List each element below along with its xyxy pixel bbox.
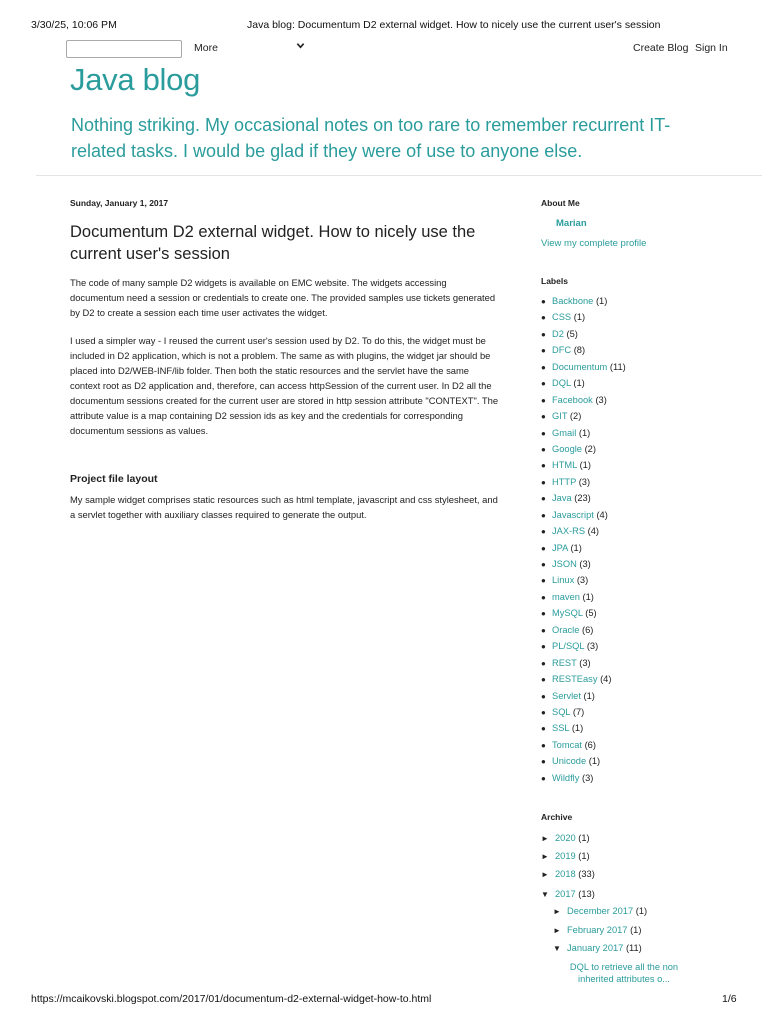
label-item bbox=[541, 392, 761, 408]
label-count: (1) bbox=[573, 378, 585, 389]
label-item bbox=[541, 490, 761, 506]
label-item bbox=[541, 688, 761, 704]
bullet-icon: ● bbox=[541, 609, 546, 619]
label-item bbox=[541, 556, 761, 572]
bullet-icon: ● bbox=[541, 362, 546, 372]
label-link[interactable]: Backbone bbox=[552, 296, 594, 306]
print-page-title: Java blog: Documentum D2 external widget. How to nicely use the current user's session bbox=[247, 19, 661, 31]
chevron-down-icon[interactable] bbox=[296, 41, 305, 53]
label-count: (3) bbox=[578, 476, 591, 487]
label-count: (8) bbox=[573, 345, 586, 356]
label-link[interactable]: GIT bbox=[552, 411, 568, 422]
label-item bbox=[541, 704, 761, 720]
label-item bbox=[541, 720, 761, 736]
label-link[interactable]: Wildfly bbox=[552, 772, 580, 783]
label-link[interactable]: Facebook bbox=[552, 394, 593, 405]
bullet-icon: ● bbox=[541, 494, 546, 504]
print-page-number: 1/6 bbox=[722, 993, 737, 1005]
label-count: (1) bbox=[571, 723, 584, 734]
archive-count: (1) bbox=[578, 833, 590, 843]
archive-year-item bbox=[541, 869, 595, 879]
bullet-icon: ● bbox=[541, 461, 546, 471]
label-item bbox=[541, 671, 761, 687]
label-item bbox=[541, 375, 761, 391]
archive-count: (11) bbox=[625, 943, 642, 953]
label-item bbox=[541, 638, 761, 654]
bullet-icon: ● bbox=[541, 313, 546, 323]
label-link[interactable]: HTML bbox=[552, 460, 577, 471]
label-count: (4) bbox=[596, 509, 608, 520]
label-item bbox=[541, 408, 761, 424]
expand-triangle-icon[interactable]: ► bbox=[541, 834, 549, 843]
expand-triangle-icon[interactable]: ► bbox=[553, 926, 561, 935]
label-item bbox=[541, 326, 761, 342]
label-count: (23) bbox=[574, 493, 591, 504]
label-link[interactable]: SQL bbox=[552, 706, 571, 717]
label-link[interactable]: SSL bbox=[552, 723, 570, 734]
label-link[interactable]: Unicode bbox=[552, 756, 587, 767]
bullet-icon: ● bbox=[541, 560, 546, 569]
bullet-icon: ● bbox=[541, 395, 546, 405]
label-item bbox=[541, 589, 761, 605]
label-link[interactable]: HTTP bbox=[552, 476, 577, 487]
bullet-icon: ● bbox=[541, 675, 546, 685]
label-count: (5) bbox=[566, 328, 578, 339]
label-count: (3) bbox=[581, 772, 594, 783]
label-item bbox=[541, 425, 761, 441]
archive-year-item bbox=[541, 889, 595, 899]
label-link[interactable]: Google bbox=[552, 443, 582, 454]
bullet-icon: ● bbox=[541, 412, 546, 422]
search-input[interactable] bbox=[66, 40, 182, 58]
label-link[interactable]: JSON bbox=[552, 559, 577, 569]
bullet-icon: ● bbox=[541, 477, 546, 487]
label-link[interactable]: Gmail bbox=[552, 427, 577, 438]
expand-triangle-icon[interactable]: ► bbox=[541, 870, 549, 879]
archive-month-link[interactable]: February 2017 bbox=[567, 925, 628, 935]
label-count: (1) bbox=[579, 460, 591, 471]
label-count: (3) bbox=[576, 575, 589, 586]
labels-heading: Labels bbox=[541, 276, 568, 286]
label-item bbox=[541, 770, 761, 786]
label-link[interactable]: DFC bbox=[552, 345, 572, 356]
archive-post-link[interactable]: DQL to retrieve all the non inherited attributes o... bbox=[569, 962, 679, 984]
label-count: (6) bbox=[581, 624, 594, 635]
label-link[interactable]: JAX-RS bbox=[552, 526, 586, 537]
label-link[interactable]: Java bbox=[552, 493, 572, 504]
archive-month-item bbox=[553, 943, 642, 953]
label-link[interactable]: CSS bbox=[552, 312, 572, 323]
label-count: (3) bbox=[595, 394, 607, 405]
collapse-triangle-icon[interactable]: ▼ bbox=[541, 890, 549, 899]
archive-month-link[interactable]: January 2017 bbox=[567, 943, 624, 953]
label-link[interactable]: Tomcat bbox=[552, 739, 582, 750]
expand-triangle-icon[interactable]: ► bbox=[553, 907, 561, 916]
label-item bbox=[541, 655, 761, 671]
label-count: (11) bbox=[609, 361, 626, 372]
post-date: Sunday, January 1, 2017 bbox=[70, 198, 169, 208]
label-count: (3) bbox=[586, 641, 599, 652]
label-link[interactable]: Javascript bbox=[552, 509, 594, 520]
label-item bbox=[541, 342, 761, 358]
label-count: (2) bbox=[569, 411, 582, 422]
label-item bbox=[541, 737, 761, 753]
label-count: (2) bbox=[584, 443, 596, 454]
archive-year-item bbox=[541, 851, 590, 861]
more-dropdown-label[interactable]: More bbox=[194, 42, 218, 54]
bullet-icon: ● bbox=[541, 329, 546, 339]
bullet-icon: ● bbox=[541, 428, 546, 438]
header-divider bbox=[36, 175, 762, 176]
label-link[interactable]: JPA bbox=[552, 542, 568, 553]
author-name-link[interactable]: Marian bbox=[556, 218, 587, 229]
archive-count: (33) bbox=[578, 869, 595, 879]
label-link[interactable]: RESTEasy bbox=[552, 674, 598, 685]
print-datetime: 3/30/25, 10:06 PM bbox=[31, 19, 117, 31]
label-count: (4) bbox=[600, 674, 612, 685]
label-count: (3) bbox=[579, 657, 591, 668]
bullet-icon: ● bbox=[541, 757, 546, 767]
label-item bbox=[541, 309, 761, 325]
archive-year-item bbox=[541, 833, 590, 843]
label-link[interactable]: MySQL bbox=[552, 608, 583, 619]
archive-year-link[interactable]: 2018 bbox=[555, 869, 576, 879]
bullet-icon: ● bbox=[541, 592, 546, 602]
bullet-icon: ● bbox=[541, 724, 546, 734]
label-count: (1) bbox=[595, 296, 608, 306]
bullet-icon: ● bbox=[541, 527, 546, 537]
expand-triangle-icon[interactable]: ► bbox=[541, 852, 549, 861]
post-paragraph-3: My sample widget comprises static resources such as html template, javascript and css stylesheet, and a servlet together with auxiliary classes required to generate the output. bbox=[70, 494, 498, 520]
archive-year-link[interactable]: 2019 bbox=[555, 851, 576, 861]
bullet-icon: ● bbox=[541, 444, 546, 454]
labels-list bbox=[541, 293, 761, 786]
label-count: (1) bbox=[582, 591, 594, 602]
label-item bbox=[541, 441, 761, 457]
label-item bbox=[541, 474, 761, 490]
collapse-triangle-icon[interactable]: ▼ bbox=[553, 944, 561, 953]
blog-title[interactable]: Java blog bbox=[70, 62, 201, 97]
bullet-icon: ● bbox=[541, 773, 546, 783]
archive-count: (1) bbox=[578, 851, 590, 861]
about-me-heading: About Me bbox=[541, 198, 580, 208]
label-count: (1) bbox=[570, 542, 582, 553]
label-item bbox=[541, 507, 761, 523]
label-count: (3) bbox=[579, 559, 591, 569]
archive-count: (1) bbox=[630, 925, 642, 935]
label-link[interactable]: PL/SQL bbox=[552, 641, 585, 652]
label-item bbox=[541, 523, 761, 539]
label-link[interactable]: REST bbox=[552, 657, 577, 668]
archive-heading: Archive bbox=[541, 812, 573, 822]
blog-description: Nothing striking. My occasional notes on too rare to remember recurrent IT-related tasks. I would be glad if they were of use to anyone else. bbox=[71, 115, 671, 161]
post-title[interactable]: Documentum D2 external widget. How to nicely use the current user's session bbox=[70, 223, 476, 263]
bullet-icon: ● bbox=[541, 740, 546, 750]
label-count: (1) bbox=[573, 312, 586, 323]
label-count: (1) bbox=[583, 690, 595, 701]
label-count: (1) bbox=[578, 427, 591, 438]
label-item bbox=[541, 359, 761, 375]
label-link[interactable]: Documentum bbox=[552, 361, 608, 372]
label-item bbox=[541, 293, 761, 309]
print-url: https://mcaikovski.blogspot.com/2017/01/documentum-d2-external-widget-how-to.html bbox=[31, 993, 432, 1005]
post-paragraph-2: I used a simpler way - I reused the current user's session used by D2. To do this, the widget must be included in D2 application, which is not a problem. The same as with plugins, the widget jar should be placed into D2/WEB-INF/lib folder. Then both the static resources and the servlet have the same context root as D2 application and, therefore, can access httpSession of the current user. In D2 all the documentum sessions created for the current user are stored in http session attribute "CONTEXT". The attribute value is a map containing D2 session ids as key and the credentials for corresponding documentum sessions as values. bbox=[70, 335, 499, 436]
archive-count: (13) bbox=[578, 889, 595, 899]
bullet-icon: ● bbox=[541, 707, 546, 717]
label-count: (7) bbox=[572, 706, 585, 717]
label-count: (5) bbox=[585, 608, 597, 619]
label-item bbox=[541, 540, 761, 556]
label-item bbox=[541, 457, 761, 473]
label-count: (4) bbox=[587, 526, 600, 537]
label-link[interactable]: maven bbox=[552, 591, 580, 602]
label-item bbox=[541, 753, 761, 769]
section-heading: Project file layout bbox=[70, 473, 158, 485]
bullet-icon: ● bbox=[541, 625, 546, 635]
bullet-icon: ● bbox=[541, 642, 546, 652]
bullet-icon: ● bbox=[541, 658, 546, 668]
label-item bbox=[541, 572, 761, 588]
label-item bbox=[541, 605, 761, 621]
archive-month-item bbox=[553, 925, 641, 935]
bullet-icon: ● bbox=[541, 543, 546, 553]
bullet-icon: ● bbox=[541, 346, 546, 356]
blogger-navbar bbox=[0, 40, 768, 60]
bullet-icon: ● bbox=[541, 510, 546, 520]
archive-month-item bbox=[553, 906, 647, 916]
label-link[interactable]: Linux bbox=[552, 575, 575, 586]
archive-count: (1) bbox=[635, 906, 648, 916]
archive-year-link[interactable]: 2020 bbox=[555, 833, 576, 843]
label-link[interactable]: Servlet bbox=[552, 690, 581, 701]
label-item bbox=[541, 622, 761, 638]
post-paragraph-1: The code of many sample D2 widgets is available on EMC website. The widgets accessing documentum need a session or credentials to create one. The provided samples use tickets generated by D2 to create a session each time user activates the widget. bbox=[70, 277, 496, 318]
view-profile-link[interactable]: View my complete profile bbox=[541, 238, 647, 249]
bullet-icon: ● bbox=[541, 297, 546, 306]
label-count: (6) bbox=[584, 739, 596, 750]
label-link[interactable]: D2 bbox=[552, 328, 564, 339]
bullet-icon: ● bbox=[541, 691, 546, 701]
sign-in-link[interactable]: Sign In bbox=[695, 42, 728, 54]
label-link[interactable]: DQL bbox=[552, 378, 571, 389]
bullet-icon: ● bbox=[541, 576, 546, 586]
bullet-icon: ● bbox=[541, 379, 546, 389]
label-count: (1) bbox=[588, 756, 601, 767]
label-link[interactable]: Oracle bbox=[552, 624, 580, 635]
archive-month-link[interactable]: December 2017 bbox=[567, 906, 634, 916]
archive-year-link[interactable]: 2017 bbox=[555, 889, 576, 899]
create-blog-link[interactable]: Create Blog bbox=[633, 42, 689, 54]
